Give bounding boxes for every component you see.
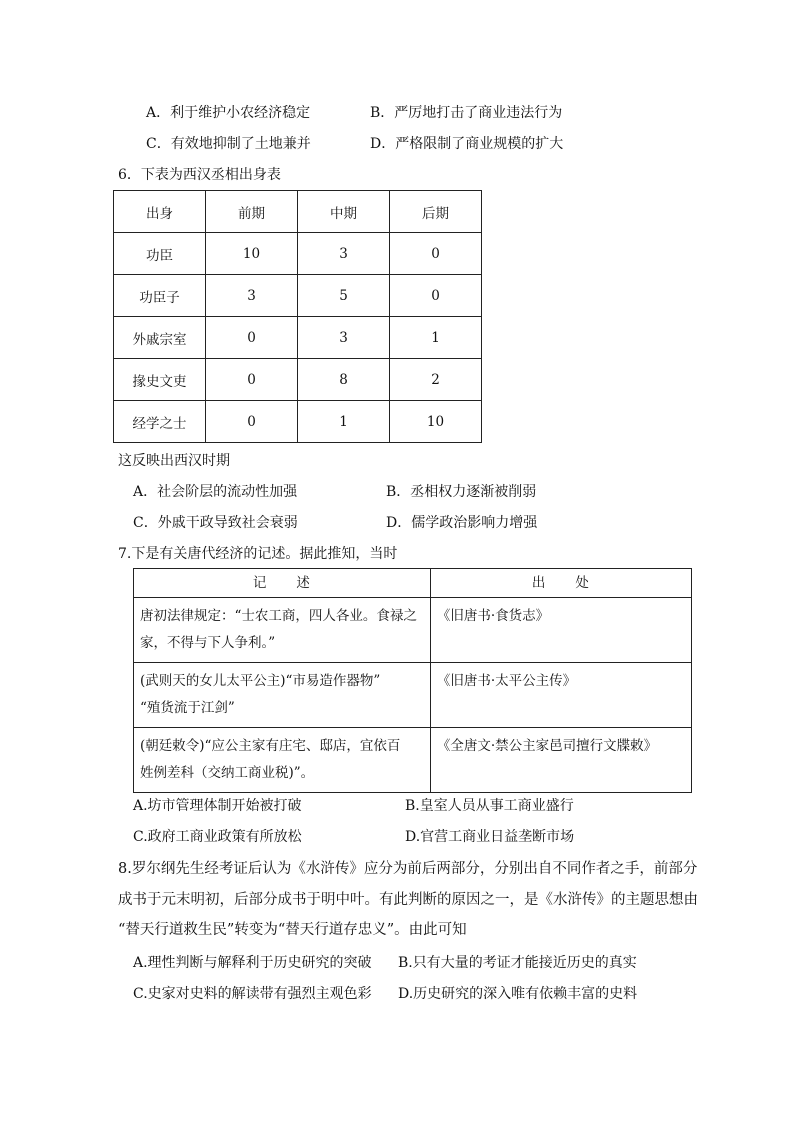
record-line: “殖货流于江剑” [140,700,235,716]
q6-question: 这反映出西汉时期 [118,453,230,469]
record-line: 唐初法律规定：“士农工商，四人各业。食禄之 [140,608,417,624]
table-cell: 0 [206,317,298,359]
table-cell-record [134,598,431,663]
table-cell: 3 [298,317,390,359]
record-line: 姓例差科（交纳工商业税)”。 [140,765,315,781]
table-cell: 5 [298,275,390,317]
q8-stem-line-3: “替天行道救生民”转变为“替天行道存忠义”。由此可知 [118,922,467,938]
record-line: (武则天的女儿太平公主)“市易造作器物” [140,673,381,689]
q8-option-a: A.理性判断与解释利于历史研究的突破 [133,955,372,971]
table-row [114,317,482,359]
q6-stem: 6．下表为西汉丞相出身表 [118,167,281,183]
table-header-cell: 后期 [390,191,482,233]
q8-stem-line-2: 成书于元末明初，后部分成书于明中叶。有此判断的原因之一，是《水浒传》的主题思想由 [118,892,698,908]
q7-stem: 7.下是有关唐代经济的记述。据此推知，当时 [118,546,398,562]
table-cell-source: 《旧唐书·食货志》 [430,598,691,663]
q8-option-c: C.史家对史料的解读带有强烈主观色彩 [133,986,372,1002]
record-line: (朝廷敕令)“应公主家有庄宅、邸店，宜依百 [140,738,401,754]
table-header-row [114,191,482,233]
table-cell-record [134,663,431,728]
table-cell: 0 [390,233,482,275]
q8-option-b: B.只有大量的考证才能接近历史的真实 [398,955,637,971]
table-cell: 8 [298,359,390,401]
table-row [134,598,692,663]
table-cell: 外戚宗室 [114,317,206,359]
table-cell: 掾史文吏 [114,359,206,401]
q7-option-a: A.坊市管理体制开始被打破 [133,798,302,814]
table-header-row [134,569,692,598]
table-header-cell: 中期 [298,191,390,233]
q7-option-d: D.官营工商业日益垄断市场 [405,829,575,845]
q6-option-d: D．儒学政治影响力增强 [386,515,538,531]
table-cell-source: 《全唐文·禁公主家邑司擅行文牒敕》 [430,728,691,793]
table-cell-source: 《旧唐书·太平公主传》 [430,663,691,728]
table-cell: 10 [206,233,298,275]
q6-option-c: C．外戚干政导致社会衰弱 [133,515,298,531]
q6-option-a: A．社会阶层的流动性加强 [133,484,298,500]
table-cell: 3 [298,233,390,275]
table-cell: 功臣子 [114,275,206,317]
record-line: 家，不得与下人争利。” [140,635,276,651]
q5-option-a: A．利于维护小农经济稳定 [146,105,311,121]
q6-option-b: B．丞相权力逐渐被削弱 [386,484,537,500]
table-cell: 2 [390,359,482,401]
table-cell: 0 [206,401,298,443]
table-cell: 0 [390,275,482,317]
table-row [114,401,482,443]
table-row [134,663,692,728]
table-header-cell: 记 述 [134,569,431,598]
table-header-cell: 出身 [114,191,206,233]
table-cell: 1 [390,317,482,359]
q8-option-d: D.历史研究的深入唯有依赖丰富的史料 [398,986,638,1002]
table-cell: 0 [206,359,298,401]
table-cell: 功臣 [114,233,206,275]
q5-option-c: C．有效地抑制了土地兼并 [146,136,311,152]
q7-option-b: B.皇室人员从事工商业盛行 [405,798,574,814]
table-row [114,233,482,275]
table-row [134,728,692,793]
table-cell: 10 [390,401,482,443]
table-cell: 3 [206,275,298,317]
q8-stem-line-1: 8.罗尔纲先生经考证后认为《水浒传》应分为前后两部分，分别出自不同作者之手，前部分 [118,861,698,877]
q7-option-c: C.政府工商业政策有所放松 [133,829,302,845]
q5-option-b: B．严厉地打击了商业违法行为 [370,105,563,121]
table-cell-record [134,728,431,793]
table-cell: 经学之士 [114,401,206,443]
table-row [114,359,482,401]
q5-option-d: D．严格限制了商业规模的扩大 [370,136,564,152]
table-row [114,275,482,317]
q7-table [133,568,692,793]
table-header-cell: 前期 [206,191,298,233]
q6-table [113,190,482,443]
table-cell: 1 [298,401,390,443]
table-header-cell: 出 处 [430,569,691,598]
